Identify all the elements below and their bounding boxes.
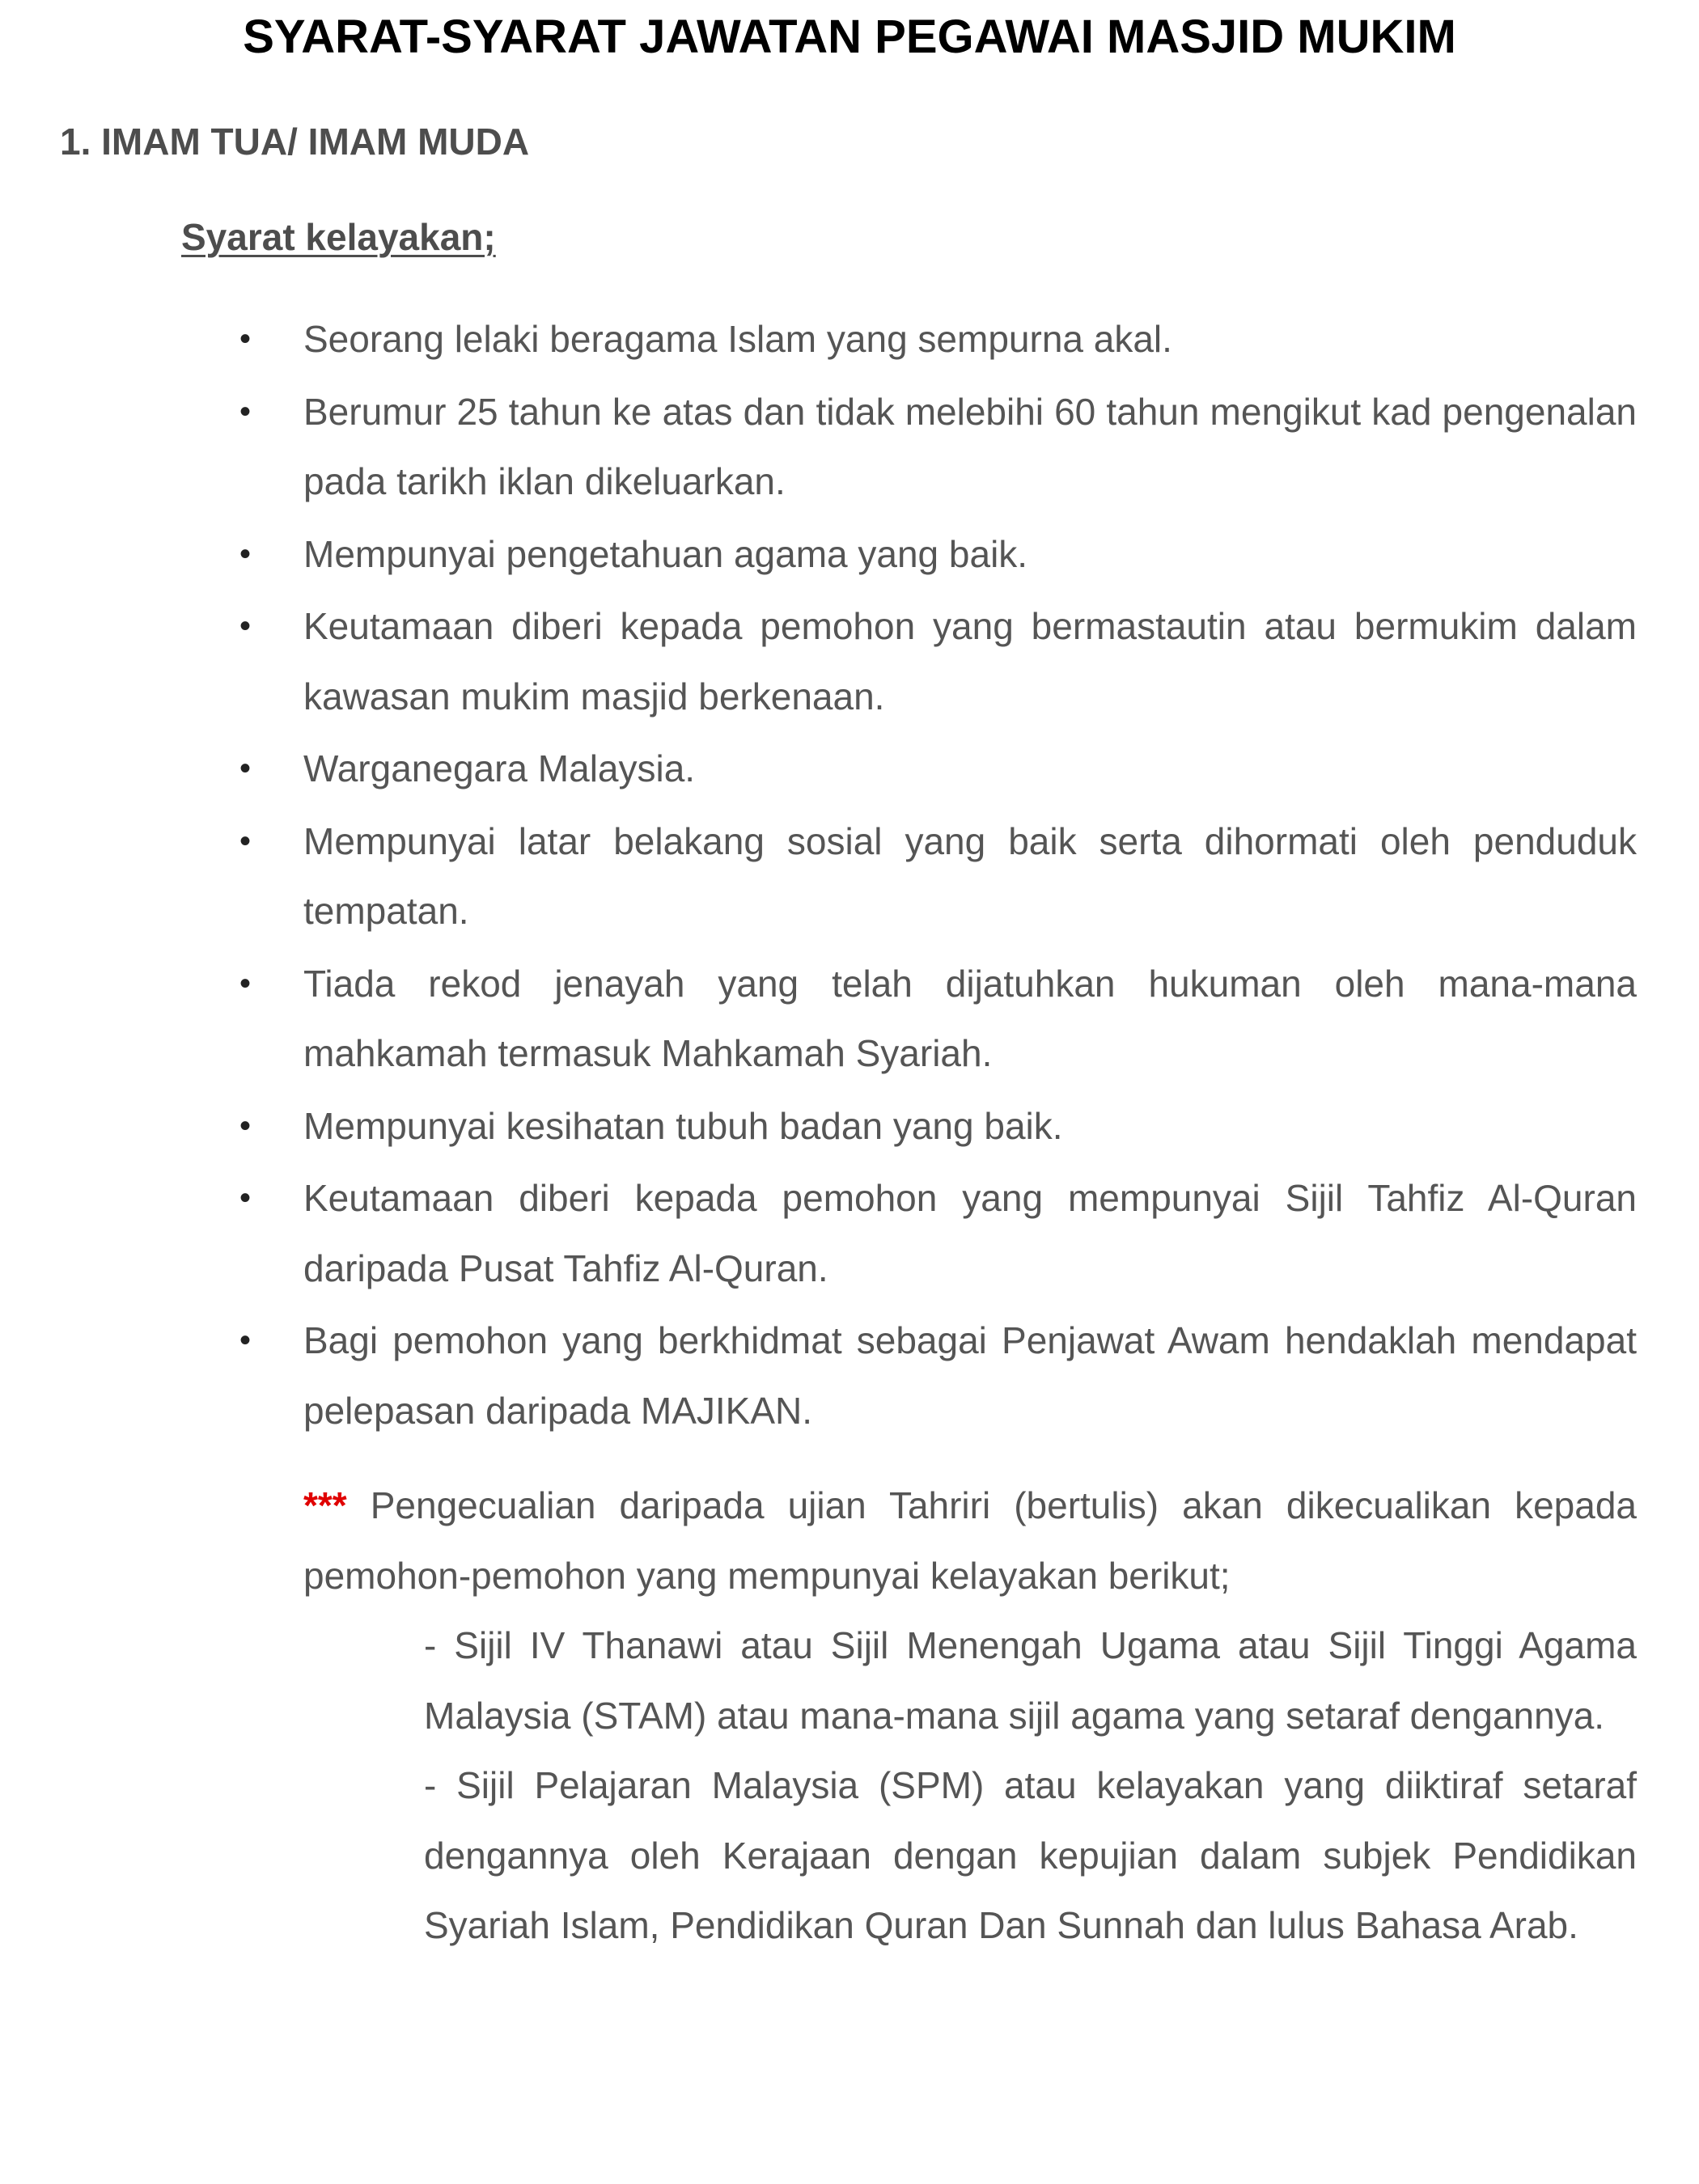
requirements-subheading: Syarat kelayakan; <box>181 216 496 258</box>
bullet-icon: • <box>239 965 252 1001</box>
requirement-text: Mempunyai kesihatan tubuh badan yang baik. <box>303 1104 1063 1147</box>
bullet-icon: • <box>239 1180 252 1216</box>
requirements-list <box>0 304 1699 1448</box>
requirement-item <box>0 949 1637 1089</box>
requirement-item <box>0 1091 1637 1162</box>
note-marker: *** <box>303 1484 347 1526</box>
qualification-list <box>424 1610 1637 1961</box>
requirement-text: Tiada rekod jenayah yang telah dijatuhkan hukuman oleh mana-mana mahkamah termasuk Mahkamah Syariah. <box>303 962 1637 1074</box>
requirement-text: Bagi pemohon yang berkhidmat sebagai Penjawat Awam hendaklah mendapat pelepasan daripada MAJIKAN. <box>303 1319 1637 1432</box>
requirement-item <box>0 519 1637 590</box>
requirement-text: Berumur 25 tahun ke atas dan tidak melebihi 60 tahun mengikut kad pengenalan pada tarikh iklan dikeluarkan. <box>303 390 1637 502</box>
bullet-icon: • <box>239 751 252 786</box>
requirement-item <box>0 1306 1637 1445</box>
requirement-item <box>0 806 1637 946</box>
requirement-item <box>0 591 1637 731</box>
requirement-item <box>0 304 1637 375</box>
bullet-icon: • <box>239 535 252 572</box>
requirement-item <box>0 377 1637 517</box>
qualification-item: - Sijil Pelajaran Malaysia (SPM) atau kelayakan yang diiktiraf setaraf dengannya oleh Kerajaan dengan kepujian dalam subjek Pendidikan Syariah Islam, Pendidikan Quran Dan Sunnah dan lulus Bahasa Arab. <box>424 1764 1637 1946</box>
exemption-note <box>303 1471 1637 1610</box>
bullet-icon: • <box>239 1323 252 1358</box>
bullet-icon: • <box>239 823 252 859</box>
requirement-text: Keutamaan diberi kepada pemohon yang mempunyai Sijil Tahfiz Al-Quran daripada Pusat Tahfiz Al-Quran. <box>303 1177 1637 1289</box>
bullet-icon: • <box>239 321 252 357</box>
requirement-text: Seorang lelaki beragama Islam yang sempurna akal. <box>303 318 1172 360</box>
requirement-text: Mempunyai latar belakang sosial yang baik serta dihormati oleh penduduk tempatan. <box>303 819 1637 932</box>
bullet-icon: • <box>239 1107 252 1144</box>
requirement-text: Mempunyai pengetahuan agama yang baik. <box>303 532 1028 575</box>
qualification-item: - Sijil IV Thanawi atau Sijil Menengah Ugama atau Sijil Tinggi Agama Malaysia (STAM) atau mana-mana sijil agama yang setaraf dengannya. <box>424 1624 1637 1737</box>
section-heading: 1. IMAM TUA/ IMAM MUDA <box>60 121 530 163</box>
requirement-text: Warganegara Malaysia. <box>303 747 696 789</box>
bullet-icon: • <box>239 393 252 430</box>
note-text: Pengecualian daripada ujian Tahriri (bertulis) akan dikecualikan kepada pemohon-pemohon yang mempunyai kelayakan berikut; <box>303 1484 1637 1597</box>
bullet-icon: • <box>239 608 252 644</box>
requirement-text: Keutamaan diberi kepada pemohon yang bermastautin atau bermukim dalam kawasan mukim masjid berkenaan. <box>303 605 1637 717</box>
requirement-item <box>0 734 1637 804</box>
document-title: SYARAT-SYARAT JAWATAN PEGAWAI MASJID MUKIM <box>243 11 1456 63</box>
requirement-item <box>0 1163 1637 1303</box>
